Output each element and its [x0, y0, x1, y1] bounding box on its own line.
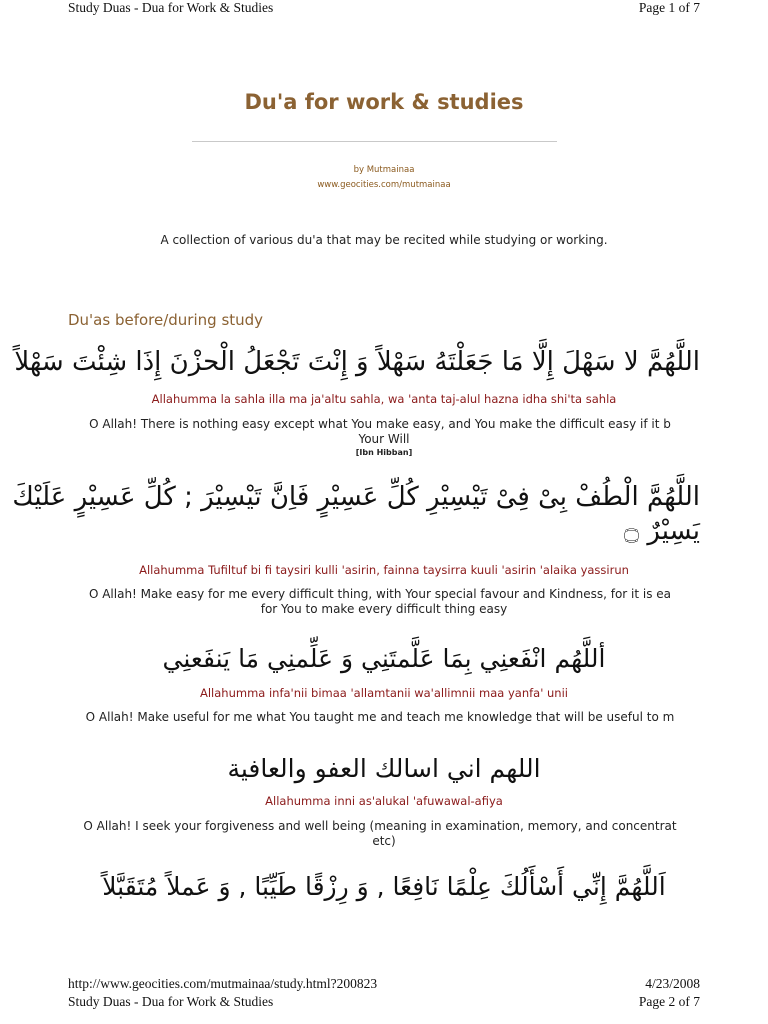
- dua-1-arabic: اللَّهُمَّ لا سَهْلَ إِلَّا مَا جَعَلْتَهُ سَهْلاً وَ إِنْتَ تَجْعَلُ الْحزْنَ إِذَا شِئْتَ سَهْلاً: [14, 347, 700, 377]
- author-site-link[interactable]: www.geocities.com/mutmainaa: [317, 180, 451, 190]
- author-byline: by Mutmainaa: [353, 165, 415, 175]
- footer-date: 4/23/2008: [645, 976, 700, 991]
- page-title: Du'a for work & studies: [244, 90, 524, 114]
- dua-2-arabic-line2: يَسِيْرٌ ۝: [623, 516, 700, 546]
- section-heading: Du'as before/during study: [68, 311, 264, 329]
- dua-5-arabic: اَللَّهُمَّ إِنِّي أَسْأَلُكَ عِلْمًا نَافِعًا , وَ رِزْقًا طَيِّبًا , وَ عَملاً مُتَقَبَّلاً: [102, 872, 666, 901]
- header-page-number: Page 1 of 7: [638, 0, 700, 15]
- dua-1-meaning-line1: O Allah! There is nothing easy except what You make easy, and You make the difficult easy if it b: [89, 417, 671, 431]
- intro-text: A collection of various du'a that may be recited while studying or working.: [160, 233, 608, 247]
- dua-4-meaning-line1: O Allah! I seek your forgiveness and well being (meaning in examination, memory, and concentrat: [83, 819, 677, 833]
- header-doc-title: Study Duas - Dua for Work & Studies: [68, 0, 274, 15]
- dua-1-transliteration: Allahumma la sahla illa ma ja'altu sahla, wa 'anta taj-alul hazna idha shi'ta sahla: [151, 392, 617, 406]
- dua-2-meaning-line2: for You to make every difficult thing easy: [260, 602, 508, 616]
- dua-3-transliteration: Allahumma infa'nii bimaa 'allamtanii wa'allimnii maa yanfa' unii: [199, 686, 568, 700]
- dua-1-meaning-line2: Your Will: [358, 432, 410, 446]
- dua-4-meaning-line2: etc): [372, 834, 396, 848]
- dua-2-arabic-line1: اللَّهُمَّ الْطُفْ بِىْ فِىْ تَيْسِيْرِ كُلِّ عَسِيْرٍ فَاِنَّ تَيْسِيْرَ ; كُلِّ عَسِيْرٍ عَلَيْكَ: [12, 482, 700, 512]
- dua-3-arabic: أللَّهُم انْفَعنِي بِمَا عَلَّمتَنِي وَ عَلِّمنِي مَا يَنفَعنِي: [162, 644, 606, 673]
- dua-1-reference: [Ibn Hibban]: [355, 448, 413, 457]
- title-divider: [192, 141, 557, 142]
- footer-url[interactable]: http://www.geocities.com/mutmainaa/study.html?200823: [68, 976, 378, 991]
- dua-4-arabic: اللهم اني اسالك العفو والعافية: [227, 754, 541, 783]
- dua-2-meaning-line1: O Allah! Make easy for me every difficult thing, with Your special favour and Kindness, for it is ea: [88, 587, 672, 601]
- dua-4-transliteration: Allahumma inni as'alukal 'afuwawal-afiya: [265, 794, 503, 808]
- footer-doc-title: Study Duas - Dua for Work & Studies: [68, 994, 274, 1009]
- footer-page-number: Page 2 of 7: [638, 994, 700, 1009]
- dua-3-meaning: O Allah! Make useful for me what You taught me and teach me knowledge that will be useful to m: [85, 710, 675, 724]
- dua-2-transliteration: Allahumma Tufiltuf bi fi taysiri kulli 'asirin, fainna taysirra kuuli 'asirin 'alaika yassirun: [139, 563, 629, 577]
